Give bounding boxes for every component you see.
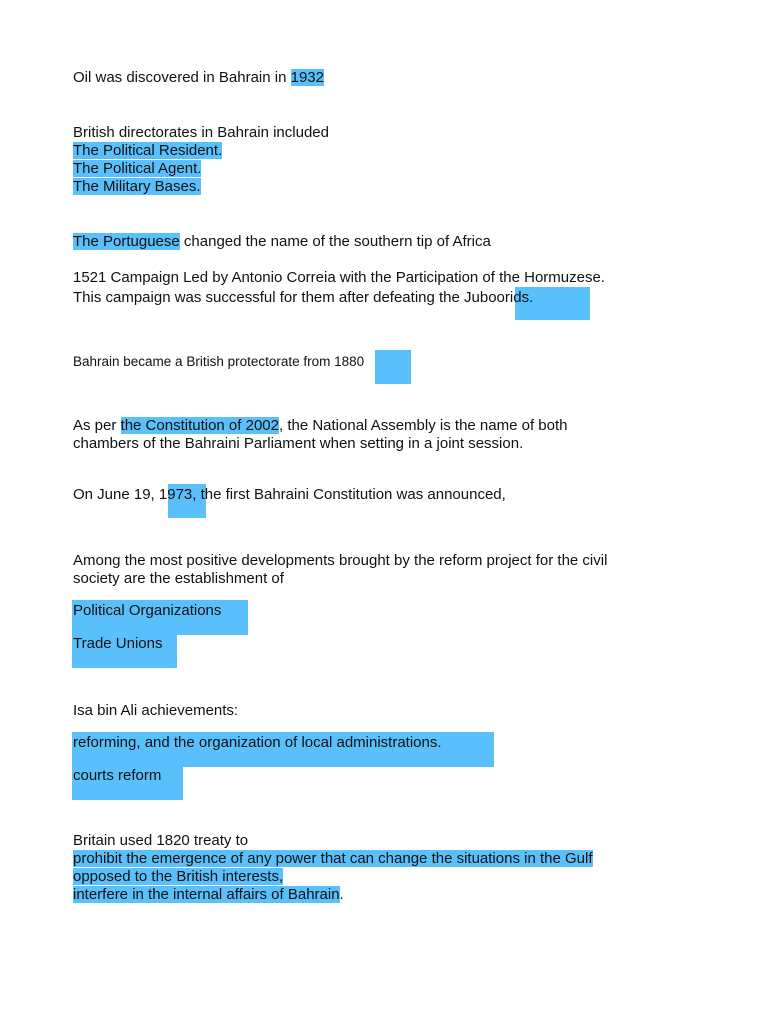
directorates-intro: British directorates in Bahrain included xyxy=(73,124,329,141)
directorate-item: The Political Agent. xyxy=(73,160,202,177)
constitution-highlight: the Constitution of 2002 xyxy=(120,417,279,434)
constitution-line-2: chambers of the Bahraini Parliament when setting in a joint session. xyxy=(73,435,524,452)
treaty-item-1: prohibit the emergence of any power that can change the situations in the Gulf xyxy=(73,850,593,867)
treaty-item-3: interfere in the internal affairs of Bahrain. xyxy=(73,886,344,903)
isa-heading: Isa bin Ali achievements: xyxy=(73,702,239,719)
protectorate-paragraph: Bahrain became a British protectorate from 1880 xyxy=(73,354,365,369)
portuguese-text: changed the name of the southern tip of Africa xyxy=(179,233,491,250)
year-1880-highlight: 1880 xyxy=(334,354,365,369)
treaty-item-2: opposed to the British interests, xyxy=(73,868,284,885)
campaign-line-1: 1521 Campaign Led by Antonio Correia with the Participation of the Hormuzese. xyxy=(73,269,605,286)
year-1973-highlight: 1973 xyxy=(158,486,193,503)
june-paragraph: On June 19, 1973, the first Bahraini Constitution was announced, xyxy=(73,486,506,503)
political-organizations-item: Political Organizations xyxy=(73,602,222,619)
oil-paragraph xyxy=(73,69,324,87)
reform-line-1: Among the most positive developments brought by the reform project for the civil xyxy=(73,552,608,569)
campaign-line-2: This campaign was successful for them after defeating the Juboorids. xyxy=(73,289,534,306)
directorate-item: The Political Resident. xyxy=(73,142,223,159)
reform-line-2: society are the establishment of xyxy=(73,570,284,587)
isa-item-2: courts reform xyxy=(73,767,162,784)
juboorids-highlight: Juboorids xyxy=(464,289,530,306)
constitution-line-1: As per the Constitution of 2002, the National Assembly is the name of both xyxy=(73,417,568,434)
isa-item-1: reforming, and the organization of local administrations. xyxy=(73,734,442,751)
portuguese-highlight: The Portuguese xyxy=(73,233,180,250)
oil-year-highlight: 1932 xyxy=(290,69,324,86)
year-1880-highlight-box xyxy=(375,350,411,384)
treaty-intro: Britain used 1820 treaty to xyxy=(73,832,249,849)
portuguese-paragraph xyxy=(73,233,491,251)
trade-unions-item: Trade Unions xyxy=(73,635,163,652)
oil-text: Oil was discovered in Bahrain in xyxy=(73,69,291,86)
directorate-item: The Military Bases. xyxy=(73,178,201,195)
